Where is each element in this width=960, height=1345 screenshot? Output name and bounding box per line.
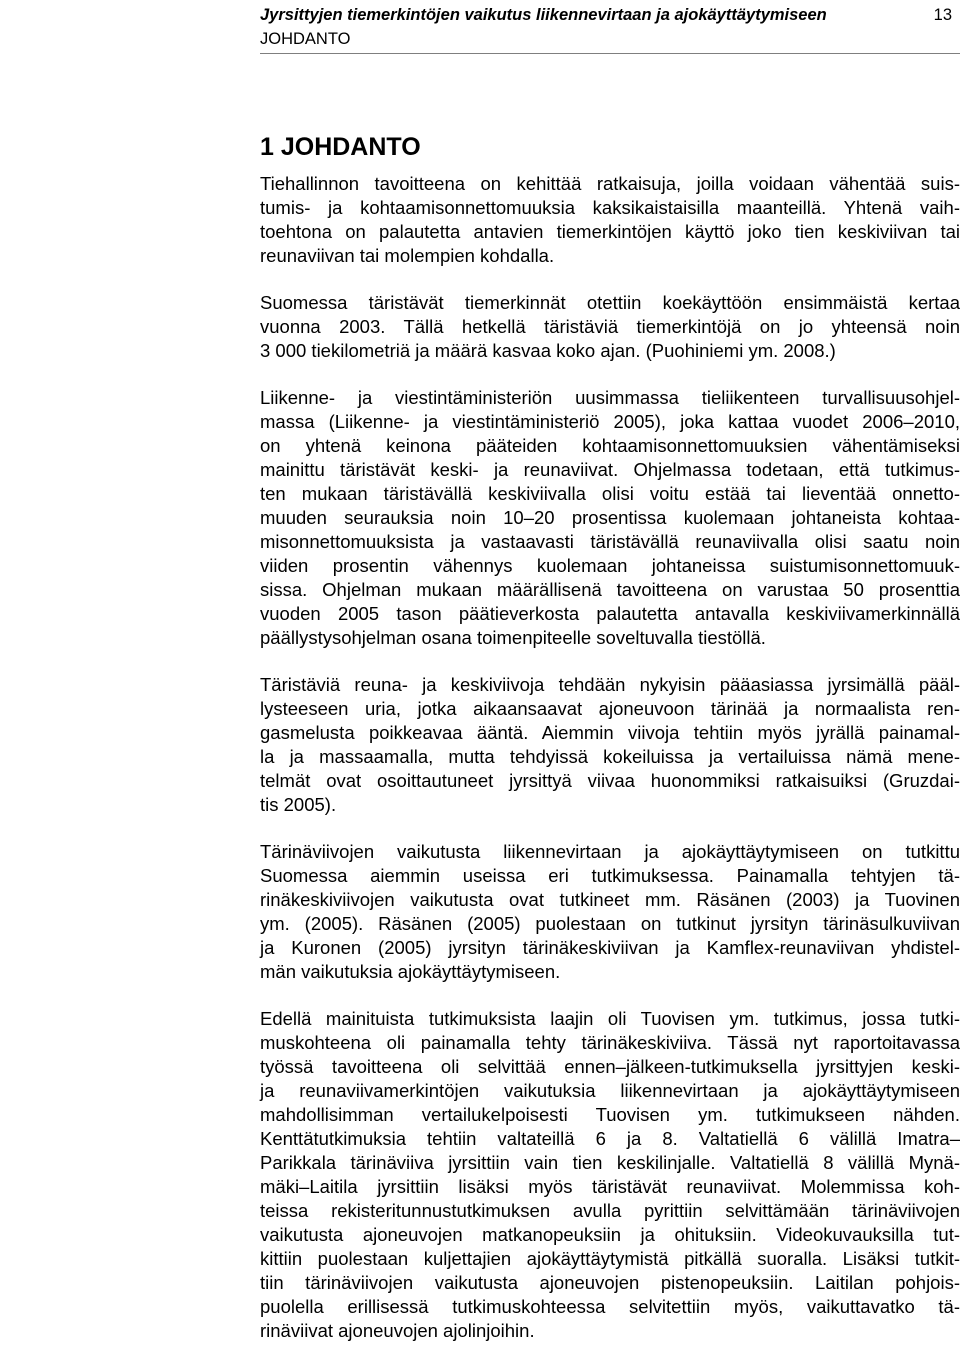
paragraph (260, 291, 960, 363)
text-line: vuonna 2003. Tällä hetkellä täristäviä tiemerkintöjä on jo yhteensä noin (260, 316, 960, 337)
paragraph-gap (260, 363, 960, 386)
text-line: reunaviivan tai molempien kohdalla. (260, 245, 555, 266)
main-content (260, 132, 960, 1343)
text-line: päällystysohjelman osana toimenpiteelle soveltuvalla tiestöllä. (260, 627, 766, 648)
paragraph (260, 1007, 960, 1343)
text-line: sissa. Ohjelman mukaan määrällisenä tavoitteena on varustaa 50 prosenttia (260, 579, 960, 600)
text-line: tis 2005). (260, 794, 337, 815)
text-line: muuden seurauksia noin 10–20 prosentissa kuolemaan johtaneista kohtaa- (260, 507, 960, 528)
text-line: Suomessa täristävät tiemerkinnät otettiin koekäyttöön ensimmäistä kertaa (260, 292, 960, 313)
running-header-title: Jyrsittyjen tiemerkintöjen vaikutus liikennevirtaan ja ajokäyttäytymiseen (260, 6, 827, 24)
text-line: muskohteena oli painamalla tehty tärinäkeskiviiva. Tässä nyt raportoitavassa (260, 1032, 960, 1053)
text-line: viiden prosentin vähennys kuolemaan johtaneissa suistumisonnettomuuk- (260, 555, 960, 576)
text-line: teissa rekisteritunnustutkimuksen avulla pyrittiin selvittämään tärinäviivojen (260, 1200, 960, 1221)
header-rule (260, 53, 960, 54)
text-line: Edellä mainituista tutkimuksista laajin oli Tuovisen ym. tutkimus, jossa tutki- (260, 1008, 960, 1029)
text-line: ja reunaviivamerkintöjen vaikutuksia liikennevirtaan ja ajokäyttäytymiseen (260, 1080, 960, 1101)
text-line: rinäkeskiviivojen vaikutusta ovat tutkineet mm. Räsänen (2003) ja Tuovinen (260, 889, 960, 910)
paragraph (260, 840, 960, 984)
text-line: tiin tärinäviivojen vaikutusta ajoneuvojen pistenopeuksiin. Laitilan pohjois- (260, 1272, 960, 1293)
text-line: lysteeseen uria, jotka aikaansaavat ajoneuvoon tärinää ja normaalista ren- (260, 698, 960, 719)
paragraph (260, 673, 960, 817)
text-line: kittiin puolestaan kuljettajien ajokäyttäytymistä pitkällä suoralla. Lisäksi tutkit- (260, 1248, 960, 1269)
paragraph (260, 386, 960, 650)
chapter-heading: 1 JOHDANTO (260, 133, 421, 161)
text-line: Tärinäviivojen vaikutusta liikennevirtaan ja ajokäyttäytymiseen on tutkittu (260, 841, 960, 862)
text-line: Parikkala tärinäviiva jyrsittiin vain tien keskilinjalle. Valtatiellä 8 välillä Mynä- (260, 1152, 960, 1173)
text-line: mahdollisimman vertailukelpoisesti Tuovisen ym. tutkimukseen nähden. (260, 1104, 960, 1125)
paragraph-gap (260, 817, 960, 840)
text-line: ym. (2005). Räsänen (2005) puolestaan on tutkinut jyrsityn tärinäsulkuviivan (260, 913, 960, 934)
text-line: puolella erillisessä tutkimuskohteessa selvitettiin myös, vaikuttavatko tä- (260, 1296, 960, 1317)
text-line: toehtona on palautetta antavien tiemerkintöjen käyttö joko tien keskiviivan tai (260, 221, 960, 242)
text-line: rinäviivat ajoneuvojen ajolinjoihin. (260, 1320, 535, 1341)
text-line: Tiehallinnon tavoitteena on kehittää ratkaisuja, joilla voidaan vähentää suis- (260, 173, 960, 194)
text-line: mäki–Laitila jyrsittiin lisäksi myös täristävät reunaviivat. Molemmissa koh- (260, 1176, 960, 1197)
running-header-section: JOHDANTO (260, 30, 351, 48)
text-line: Liikenne- ja viestintäministeriön uusimmassa tieliikenteen turvallisuusohjel- (260, 387, 960, 408)
text-line: Kenttätutkimuksia tehtiin valtateillä 6 ja 8. Valtatiellä 6 välillä Imatra– (260, 1128, 960, 1149)
text-line: misonnettomuuksista ja vastaavasti täristävällä reunaviivalla olisi saatu noin (260, 531, 960, 552)
paragraph-gap (260, 268, 960, 291)
text-line: ten mukaan täristävällä keskiviivalla olisi voitu estää tai lieventää onnetto- (260, 483, 960, 504)
text-line: on yhtenä keinona pääteiden kohtaamisonnettomuuksien vähentämiseksi (260, 435, 960, 456)
text-line: la ja massaamalla, mutta tehdyissä kokeiluissa ja vertailuissa nämä mene- (260, 746, 960, 767)
text-line: gasmelusta poikkeavaa ääntä. Aiemmin viivoja tehtiin myös jyrällä painamal- (260, 722, 960, 743)
paragraph-gap (260, 650, 960, 673)
text-line: tumis- ja kohtaamisonnettomuuksia kaksikaistaisilla maanteillä. Yhtenä vaih- (260, 197, 960, 218)
text-line: vuoden 2005 tason päätieverkosta palautetta antavalla keskiviivamerkinnällä (260, 603, 960, 624)
body-text (260, 172, 960, 1343)
text-line: massa (Liikenne- ja viestintäministeriö 2005), joka kattaa vuodet 2006–2010, (260, 411, 960, 432)
paragraph (260, 172, 960, 268)
text-line: ja Kuronen (2005) jyrsityn tärinäkeskiviivan ja Kamflex-reunaviivan yhdistel- (260, 937, 960, 958)
paragraph-gap (260, 984, 960, 1007)
page-number: 13 (933, 6, 952, 24)
text-line: mainittu täristävät keski- ja reunaviivat. Ohjelmassa todetaan, että tutkimus- (260, 459, 960, 480)
text-line: vaikutusta ajoneuvojen matkanopeuksiin ja ohituksiin. Videokuvauksilla tut- (260, 1224, 960, 1245)
text-line: Täristäviä reuna- ja keskiviivoja tehdään nykyisin pääasiassa jyrsimällä pääl- (260, 674, 960, 695)
text-line: Suomessa aiemmin useissa eri tutkimuksessa. Painamalla tehtyjen tä- (260, 865, 960, 886)
text-line: män vaikutuksia ajokäyttäytymiseen. (260, 961, 561, 982)
text-line: työssä tavoitteena oli selvittää ennen–jälkeen-tutkimuksella jyrsittyjen keski- (260, 1056, 960, 1077)
text-line: 3 000 tiekilometriä ja määrä kasvaa koko ajan. (Puohiniemi ym. 2008.) (260, 340, 836, 361)
text-line: telmät ovat osoittautuneet jyrsittyä viivaa huonommiksi ratkaisuiksi (Gruzdai- (260, 770, 960, 791)
